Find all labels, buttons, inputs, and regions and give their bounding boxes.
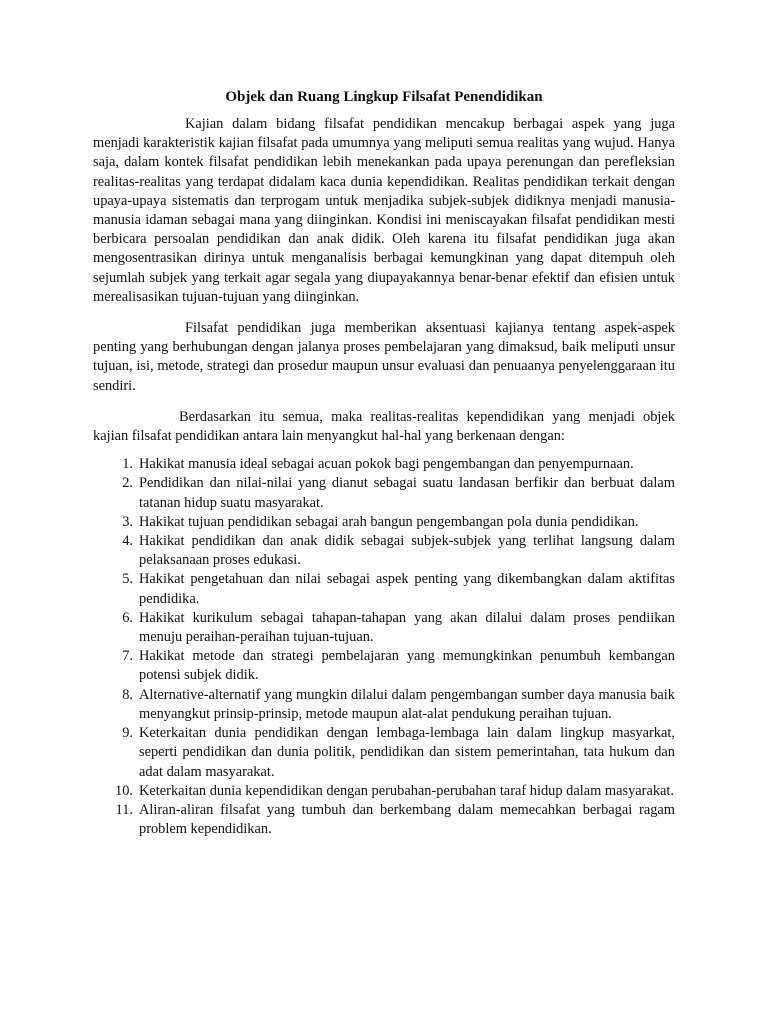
list-item	[93, 513, 675, 532]
list-item-text: Hakikat tujuan pendidikan sebagai arah bangun pengembangan pola dunia pendidikan.	[139, 513, 639, 530]
paragraph-1: Kajian dalam bidang filsafat pendidikan mencakup berbagai aspek yang juga menjadi karakteristik kajian filsafat pada umumnya yang meliputi semua realitas yang wujud. Hanya saja, dalam kontek filsafat pendidikan lebih menekankan pada upaya perenungan dan perefleksian realitas-realitas yang terdapat didalam kaca dunia kependidikan. Realitas pendidikan terkait dengan upaya-upaya sistematis dan terprogam untuk menjadika subjek-subjek didiknya menjadi manusia-manusia idaman sebagai mana yang diinginkan. Kondisi ini meniscayakan filsafat pendidikan mesti berbicara persoalan pendidikan dan anak didik. Oleh karena itu filsafat pendidikan juga akan mengosentrasikan dirinya untuk menganalisis berbagai kemungkinan yang dapat ditempuh oleh sejumlah subjek yang terkait agar segala yang diupayakannya benar-benar efektif dan efisien untuk merealisasikan tujuan-tujuan yang diinginkan.	[93, 116, 675, 305]
list-item-text: Keterkaitan dunia pendidikan dengan lembaga-lembaga lain dalam lingkup masyarkat, seperti pendidikan dan dunia politik, pendidikan dan sistem pemerintahan, tata hukum dan adat dalam masyarakat.	[139, 725, 675, 780]
list-item	[93, 609, 675, 647]
list-number: 6.	[122, 609, 133, 626]
list-item	[93, 532, 675, 570]
topic-list	[93, 455, 675, 839]
list-item-text: Hakikat pendidikan dan anak didik sebagai subjek-subjek yang terlihat langsung dalam pelaksanaan proses edukasi.	[139, 533, 675, 569]
list-item	[93, 782, 675, 801]
list-item-text: Alternative-alternatif yang mungkin dilalui dalam pengembangan sumber daya manusia baik menyangkut prinsip-prinsip, metode maupun alat-alat pendukung peraihan tujuan.	[139, 686, 675, 722]
list-item	[93, 647, 675, 685]
list-item-text: Pendidikan dan nilai-nilai yang dianut sebagai suatu landasan berfikir dan berbuat dalam tatanan hidup suatu masyarakat.	[139, 475, 675, 511]
list-number: 4.	[122, 533, 133, 550]
list-item-text: Keterkaitan dunia kependidikan dengan perubahan-perubahan taraf hidup dalam masyarakat.	[139, 782, 675, 799]
paragraph-2: Filsafat pendidikan juga memberikan aksentuasi kajianya tentang aspek-aspek penting yang berhubungan dengan jalanya proses pembelajaran yang dimaksud, baik meliputi unsur tujuan, isi, metode, strategi dan prosedur maupun unsur evaluasi dan penuaanya penyelenggaraan itu sendiri.	[93, 320, 675, 394]
list-number: 10.	[115, 782, 133, 799]
list-number: 9.	[122, 725, 133, 742]
list-item-text: Hakikat kurikulum sebagai tahapan-tahapan yang akan dilalui dalam proses pendiikan menuju peraihan-peraihan tujuan-tujuan.	[139, 609, 675, 646]
list-item-text: Hakikat manusia ideal sebagai acuan pokok bagi pengembangan dan penyempurnaan.	[139, 456, 634, 473]
list-item	[93, 801, 675, 839]
list-item	[93, 724, 675, 782]
list-item	[93, 474, 675, 512]
document-page	[93, 88, 675, 839]
list-number: 2.	[122, 475, 133, 492]
list-number: 3.	[122, 513, 133, 530]
list-item-text: Hakikat metode dan strategi pembelajaran yang memungkinkan penumbuh kembangan potensi subjek didik.	[139, 648, 675, 684]
list-number: 5.	[122, 571, 133, 588]
list-item	[93, 455, 675, 474]
list-number: 7.	[122, 648, 133, 665]
paragraph-3: Berdasarkan itu semua, maka realitas-realitas kependidikan yang menjadi objek kajian filsafat pendidikan antara lain menyangkut hal-hal yang berkenaan dengan:	[93, 408, 675, 445]
list-number: 1.	[122, 456, 133, 473]
list-item	[93, 570, 675, 608]
list-number: 11.	[115, 801, 133, 818]
list-item-text: Hakikat pengetahuan dan nilai sebagai aspek penting yang dikembangkan dalam aktifitas pendidika.	[139, 571, 675, 607]
document-title: Objek dan Ruang Lingkup Filsafat Penendidikan	[225, 89, 543, 105]
list-item	[93, 686, 675, 724]
list-item-text: Aliran-aliran filsafat yang tumbuh dan berkembang dalam memecahkan berbagai ragam problem kependidikan.	[139, 801, 675, 838]
list-number: 8.	[122, 686, 133, 703]
